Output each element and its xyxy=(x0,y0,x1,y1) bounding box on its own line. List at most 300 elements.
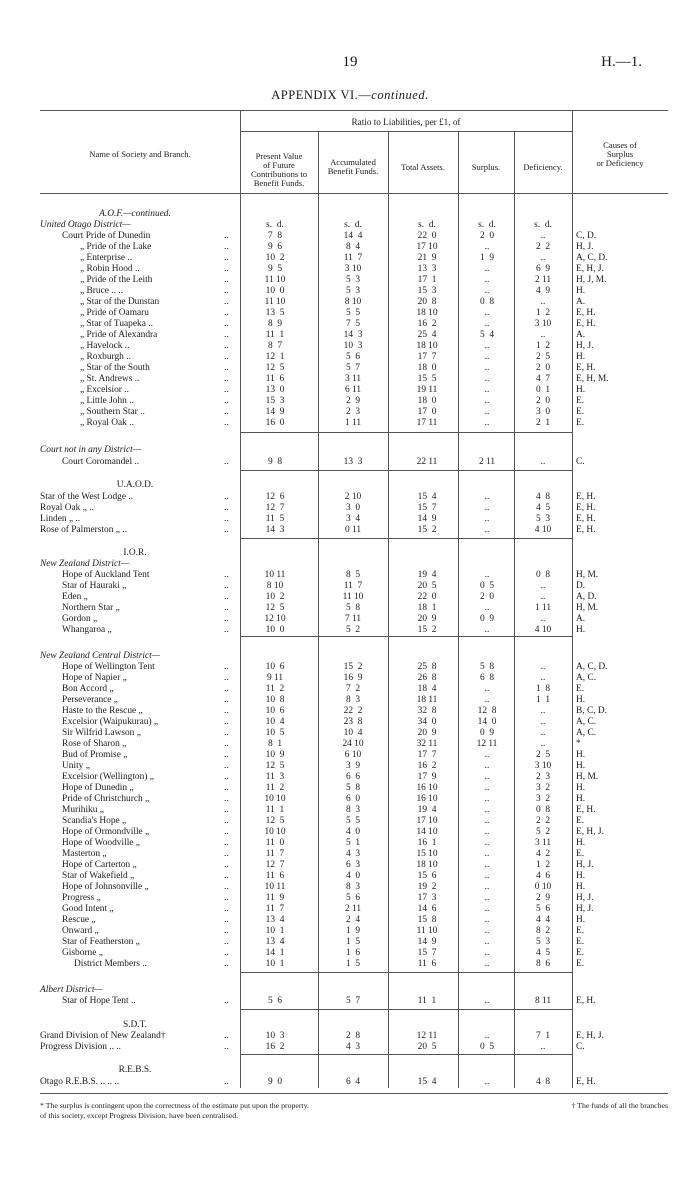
value-accumulated: 5 7 xyxy=(345,996,361,1006)
value-total-assets: 17 10 xyxy=(416,816,438,826)
row-leader-dots: .. xyxy=(224,728,229,738)
value-present: 11 10 xyxy=(264,297,286,307)
row-name: Star of Featherston „ xyxy=(62,937,140,947)
value-deficiency: 1 11 xyxy=(534,603,552,613)
value-causes: H, M. xyxy=(576,772,599,782)
value-accumulated: 2 4 xyxy=(345,915,361,925)
value-surplus: .. xyxy=(484,603,490,613)
value-present: 8 10 xyxy=(266,581,284,591)
table-row xyxy=(0,524,700,536)
value-accumulated: 8 5 xyxy=(345,570,361,580)
value-deficiency: 0 8 xyxy=(535,570,551,580)
value-deficiency: 5 2 xyxy=(535,827,551,837)
value-accumulated: 5 6 xyxy=(345,352,361,362)
value-deficiency: 5 3 xyxy=(535,514,551,524)
value-causes: H. xyxy=(576,761,586,771)
table-row xyxy=(0,624,700,636)
value-present: 15 3 xyxy=(265,396,285,406)
value-present: 10 11 xyxy=(264,882,286,892)
row-name: Bud of Promise „ xyxy=(62,750,128,760)
value-present: 10 11 xyxy=(264,570,286,580)
row-leader-dots: .. xyxy=(224,717,229,727)
value-accumulated: 6 0 xyxy=(345,794,361,804)
header-cs-line: Causes of xyxy=(603,140,637,150)
value-causes: E, H. xyxy=(576,805,596,815)
value-deficiency: 4 10 xyxy=(534,525,552,535)
value-deficiency: 0 1 xyxy=(535,385,551,395)
row-leader-dots: .. xyxy=(224,231,229,241)
value-causes: A. xyxy=(576,297,586,307)
value-accumulated: 7 11 xyxy=(344,614,362,624)
row-leader-dots: .. xyxy=(224,275,229,285)
value-total-assets: 11 1 xyxy=(417,996,437,1006)
value-total-assets: 18 10 xyxy=(416,860,438,870)
appendix-title-main: APPENDIX VI.— xyxy=(271,88,372,102)
value-accumulated: 5 6 xyxy=(345,893,361,903)
appendix-title-cont: continued. xyxy=(371,88,429,102)
row-name: „ Enterprise .. xyxy=(80,253,133,263)
header-pv-line: Present Value xyxy=(255,151,303,161)
value-present: 12 7 xyxy=(265,503,285,513)
value-deficiency: .. xyxy=(540,592,546,602)
row-leader-dots: .. xyxy=(224,684,229,694)
value-surplus: .. xyxy=(484,849,490,859)
value-accumulated: 6 11 xyxy=(344,385,362,395)
value-deficiency: .. xyxy=(540,231,546,241)
value-surplus: .. xyxy=(484,838,490,848)
row-name: Hope of Wellington Tent xyxy=(62,662,155,672)
value-causes: H, J. xyxy=(576,904,594,914)
value-deficiency: 1 2 xyxy=(535,860,551,870)
group-rule xyxy=(240,470,572,471)
row-name: „ Royal Oak .. xyxy=(80,418,134,428)
value-deficiency: 2 5 xyxy=(535,750,551,760)
value-causes: H, M. xyxy=(576,570,599,580)
value-present: 9 0 xyxy=(267,1077,283,1087)
value-deficiency: .. xyxy=(540,717,546,727)
value-causes: E. xyxy=(576,816,585,826)
value-accumulated: 1 5 xyxy=(345,937,361,947)
value-causes: E, H. xyxy=(576,514,596,524)
value-present: 9 11 xyxy=(266,673,284,683)
value-total-assets: 17 1 xyxy=(417,275,437,285)
value-total-assets: 15 10 xyxy=(416,849,438,859)
row-name: „ Star of the Dunstan xyxy=(80,297,160,307)
value-accumulated: 15 2 xyxy=(343,662,363,672)
value-surplus: .. xyxy=(484,882,490,892)
value-present: 16 0 xyxy=(265,418,285,428)
row-leader-dots: .. xyxy=(224,750,229,760)
row-name: I.O.R. xyxy=(123,548,147,558)
value-causes: A, C. xyxy=(576,673,597,683)
value-total-assets: 20 9 xyxy=(417,728,437,738)
value-causes: A, C. xyxy=(576,728,597,738)
value-present: 10 9 xyxy=(265,750,285,760)
value-surplus: .. xyxy=(484,783,490,793)
value-accumulated: 5 5 xyxy=(345,816,361,826)
row-name: „ Southern Star .. xyxy=(80,407,145,417)
value-causes: A, C, D. xyxy=(576,662,608,672)
value-total-assets: s. d. xyxy=(418,220,436,230)
value-surplus: .. xyxy=(484,996,490,1006)
value-total-assets: 18 11 xyxy=(416,695,438,705)
row-leader-dots: .. xyxy=(224,330,229,340)
row-leader-dots: .. xyxy=(224,614,229,624)
value-surplus: 2 0 xyxy=(479,231,495,241)
row-leader-dots: .. xyxy=(224,1042,229,1052)
value-causes: A, C. xyxy=(576,717,597,727)
value-present: 14 3 xyxy=(265,525,285,535)
value-deficiency: 4 6 xyxy=(535,871,551,881)
value-accumulated: 10 4 xyxy=(343,728,363,738)
value-deficiency: 3 2 xyxy=(535,783,551,793)
row-leader-dots: .. xyxy=(224,603,229,613)
value-deficiency: 4 7 xyxy=(535,374,551,384)
value-total-assets: 18 4 xyxy=(417,684,437,694)
value-accumulated: 3 11 xyxy=(344,374,362,384)
value-total-assets: 17 7 xyxy=(417,750,437,760)
row-name: Linden „ .. xyxy=(40,514,81,524)
value-total-assets: 14 10 xyxy=(416,827,438,837)
row-name: „ Pride of Alexandra xyxy=(80,330,158,340)
value-causes: E, H. xyxy=(576,1077,596,1087)
value-causes: H. xyxy=(576,750,586,760)
value-deficiency: .. xyxy=(540,614,546,624)
value-present: 12 1 xyxy=(265,352,285,362)
value-total-assets: 15 6 xyxy=(417,871,437,881)
row-leader-dots: .. xyxy=(224,396,229,406)
row-leader-dots: .. xyxy=(224,363,229,373)
value-present: 9 5 xyxy=(267,264,283,274)
value-present: 12 5 xyxy=(265,816,285,826)
value-accumulated: 5 5 xyxy=(345,308,361,318)
row-name: Hope of Napier „ xyxy=(62,673,127,683)
value-deficiency: 4 8 xyxy=(535,492,551,502)
value-total-assets: 18 10 xyxy=(416,308,438,318)
value-causes: C, D. xyxy=(576,231,597,241)
row-leader-dots: .. xyxy=(224,503,229,513)
value-deficiency: .. xyxy=(540,673,546,683)
value-deficiency: .. xyxy=(540,728,546,738)
value-deficiency: 4 5 xyxy=(535,503,551,513)
value-surplus: .. xyxy=(484,286,490,296)
header-accumulated xyxy=(318,158,388,176)
value-deficiency: 3 10 xyxy=(534,761,552,771)
header-ab-line: Benefit Funds. xyxy=(327,166,379,176)
value-surplus: .. xyxy=(484,816,490,826)
value-deficiency: 2 3 xyxy=(535,772,551,782)
row-name: Star of Hauraki „ xyxy=(62,581,127,591)
value-total-assets: 14 6 xyxy=(417,904,437,914)
value-causes: A. xyxy=(576,614,586,624)
value-total-assets: 16 2 xyxy=(417,319,437,329)
value-accumulated: 5 7 xyxy=(345,363,361,373)
value-surplus: .. xyxy=(484,275,490,285)
value-accumulated: 5 8 xyxy=(345,783,361,793)
value-present: 10 6 xyxy=(265,706,285,716)
value-surplus: .. xyxy=(484,242,490,252)
row-name: Star of Hope Tent .. xyxy=(62,996,136,1006)
value-total-assets: 16 1 xyxy=(417,838,437,848)
value-total-assets: 16 10 xyxy=(416,783,438,793)
value-causes: H, M. xyxy=(576,603,599,613)
value-surplus: .. xyxy=(484,418,490,428)
value-surplus: 12 11 xyxy=(476,739,498,749)
value-accumulated: 22 2 xyxy=(343,706,363,716)
row-name: „ Roxburgh .. xyxy=(80,352,131,362)
value-total-assets: 15 4 xyxy=(417,492,437,502)
value-accumulated: 0 11 xyxy=(344,525,362,535)
value-causes: H. xyxy=(576,882,586,892)
table-row xyxy=(0,444,700,456)
value-surplus: .. xyxy=(484,570,490,580)
value-causes: E. xyxy=(576,926,585,936)
value-causes: H. xyxy=(576,695,586,705)
value-accumulated: 4 0 xyxy=(345,827,361,837)
row-name: Onward „ xyxy=(62,926,99,936)
value-surplus: 2 0 xyxy=(479,592,495,602)
value-accumulated: 4 0 xyxy=(345,871,361,881)
value-total-assets: 32 11 xyxy=(416,739,438,749)
value-causes: E, H. xyxy=(576,525,596,535)
value-accumulated: 8 10 xyxy=(344,297,362,307)
value-total-assets: 14 9 xyxy=(417,514,437,524)
value-accumulated: 23 8 xyxy=(343,717,363,727)
row-name: „ Pride of the Lake xyxy=(80,242,152,252)
value-deficiency: .. xyxy=(540,706,546,716)
value-surplus: 0 9 xyxy=(479,728,495,738)
value-present: 11 7 xyxy=(265,904,285,914)
value-causes: H. xyxy=(576,385,586,395)
group-rule xyxy=(240,636,572,637)
value-surplus: .. xyxy=(484,1031,490,1041)
value-total-assets: 15 2 xyxy=(417,625,437,635)
row-name: New Zealand District— xyxy=(40,559,130,569)
value-present: 10 10 xyxy=(264,827,286,837)
value-deficiency: .. xyxy=(540,662,546,672)
row-name: „ Excelsior .. xyxy=(80,385,129,395)
row-name: Hope of Carterton „ xyxy=(62,860,137,870)
page-number: 19 xyxy=(342,54,358,70)
value-surplus: .. xyxy=(484,625,490,635)
footnote-star-2: of this society, except Progress Division, have been centralised. xyxy=(40,1111,239,1120)
row-name: R.E.B.S. xyxy=(118,1065,152,1075)
value-total-assets: 20 9 xyxy=(417,614,437,624)
group-rule xyxy=(240,432,572,433)
row-leader-dots: .. xyxy=(224,457,229,467)
table-row xyxy=(0,1064,700,1076)
value-accumulated: 3 10 xyxy=(344,264,362,274)
value-accumulated: 5 8 xyxy=(345,603,361,613)
value-deficiency: 2 2 xyxy=(535,816,551,826)
value-deficiency: 6 9 xyxy=(535,264,551,274)
value-total-assets: 19 4 xyxy=(417,570,437,580)
header-pv-line: Benefit Funds. xyxy=(253,178,305,188)
value-total-assets: 17 3 xyxy=(417,893,437,903)
value-accumulated: 3 9 xyxy=(345,761,361,771)
value-surplus: .. xyxy=(484,871,490,881)
value-accumulated: 2 11 xyxy=(344,904,362,914)
value-present: 13 5 xyxy=(265,308,285,318)
value-causes: E, H, J. xyxy=(576,264,604,274)
value-present: 10 6 xyxy=(265,662,285,672)
value-total-assets: 14 9 xyxy=(417,937,437,947)
value-causes: H. xyxy=(576,625,586,635)
value-surplus: s. d. xyxy=(478,220,496,230)
group-rule xyxy=(240,1054,572,1055)
value-surplus: .. xyxy=(484,860,490,870)
row-leader-dots: .. xyxy=(224,761,229,771)
row-name: „ Havelock .. xyxy=(80,341,130,351)
row-leader-dots: .. xyxy=(224,352,229,362)
value-present: 10 1 xyxy=(265,959,285,969)
row-leader-dots: .. xyxy=(224,662,229,672)
value-deficiency: 1 8 xyxy=(535,684,551,694)
row-name: Whangaroa „ xyxy=(62,625,112,635)
value-present: 14 1 xyxy=(265,948,285,958)
value-causes: H. xyxy=(576,838,586,848)
value-present: 8 1 xyxy=(267,739,283,749)
row-name: Haste to the Rescue „ xyxy=(62,706,143,716)
value-accumulated: 8 3 xyxy=(345,805,361,815)
value-causes: B, C, D. xyxy=(576,706,607,716)
value-surplus: .. xyxy=(484,750,490,760)
row-name: Albert District— xyxy=(40,985,103,995)
header-name: Name of Society and Branch. xyxy=(89,149,191,159)
value-causes: E. xyxy=(576,396,585,406)
header-deficiency: Deficiency. xyxy=(523,162,563,172)
value-surplus: 6 8 xyxy=(479,673,495,683)
value-present: 10 0 xyxy=(265,286,285,296)
value-accumulated: 11 7 xyxy=(343,581,363,591)
value-present: 11 2 xyxy=(265,783,285,793)
row-leader-dots: .. xyxy=(224,871,229,881)
value-surplus: .. xyxy=(484,396,490,406)
value-present: 11 7 xyxy=(265,849,285,859)
row-leader-dots: .. xyxy=(224,706,229,716)
value-causes: E, H. xyxy=(576,319,596,329)
value-total-assets: 17 11 xyxy=(416,418,438,428)
row-leader-dots: .. xyxy=(224,904,229,914)
value-causes: C. xyxy=(576,457,585,467)
value-total-assets: 22 11 xyxy=(416,457,438,467)
value-present: 11 0 xyxy=(265,838,285,848)
value-causes: H. xyxy=(576,915,586,925)
value-surplus: 1 9 xyxy=(479,253,495,263)
value-present: 11 6 xyxy=(265,374,285,384)
group-rule xyxy=(240,538,572,539)
row-name: „ Robin Hood .. xyxy=(80,264,140,274)
value-causes: H. xyxy=(576,794,586,804)
value-total-assets: 13 3 xyxy=(417,264,437,274)
value-deficiency: 8 6 xyxy=(535,959,551,969)
value-causes: E, H, J. xyxy=(576,827,604,837)
row-name: Excelsior (Waipukurau) „ xyxy=(62,717,159,727)
row-name: Progress Division .. .. xyxy=(40,1042,121,1052)
row-name: Hope of Woodville „ xyxy=(62,838,140,848)
value-accumulated: 2 9 xyxy=(345,396,361,406)
value-accumulated: 24 10 xyxy=(342,739,364,749)
row-name: A.O.F.—continued. xyxy=(99,209,171,219)
value-present: 11 3 xyxy=(265,772,285,782)
value-causes: A. xyxy=(576,330,586,340)
row-leader-dots: .. xyxy=(224,827,229,837)
value-present: 11 9 xyxy=(265,893,285,903)
value-deficiency: 3 2 xyxy=(535,794,551,804)
value-accumulated: 14 4 xyxy=(343,231,363,241)
value-total-assets: 15 7 xyxy=(417,948,437,958)
header-surplus: Surplus. xyxy=(471,162,501,172)
value-surplus: .. xyxy=(484,385,490,395)
value-present: 12 5 xyxy=(265,603,285,613)
value-deficiency: 4 9 xyxy=(535,286,551,296)
value-present: 13 0 xyxy=(265,385,285,395)
value-total-assets: 34 0 xyxy=(417,717,437,727)
value-total-assets: 16 2 xyxy=(417,761,437,771)
row-name: Hope of Auckland Tent xyxy=(62,570,150,580)
value-accumulated: 3 4 xyxy=(345,514,361,524)
row-leader-dots: .. xyxy=(224,253,229,263)
row-leader-dots: .. xyxy=(224,882,229,892)
row-leader-dots: .. xyxy=(224,695,229,705)
value-accumulated: 2 10 xyxy=(344,492,362,502)
row-name: Excelsior (Wellington) „ xyxy=(62,772,154,782)
value-total-assets: 15 3 xyxy=(417,286,437,296)
value-surplus: .. xyxy=(484,319,490,329)
row-leader-dots: .. xyxy=(224,860,229,870)
value-total-assets: 22 0 xyxy=(417,592,437,602)
value-present: 12 5 xyxy=(265,363,285,373)
value-accumulated: 5 2 xyxy=(345,625,361,635)
row-name: Hope of Ormondville „ xyxy=(62,827,150,837)
value-causes: H, J. xyxy=(576,893,594,903)
row-leader-dots: .. xyxy=(224,308,229,318)
value-accumulated: 11 7 xyxy=(343,253,363,263)
value-accumulated: 6 3 xyxy=(345,860,361,870)
value-present: 11 1 xyxy=(265,330,285,340)
value-accumulated: 4 3 xyxy=(345,849,361,859)
value-causes: C. xyxy=(576,1042,585,1052)
row-leader-dots: .. xyxy=(224,959,229,969)
value-total-assets: 18 0 xyxy=(417,363,437,373)
row-name: Hope of Johnsonville „ xyxy=(62,882,149,892)
row-name: Otago R.E.B.S. .. .. .. xyxy=(40,1077,120,1087)
value-deficiency: 3 10 xyxy=(534,319,552,329)
value-total-assets: 15 5 xyxy=(417,374,437,384)
value-present: 10 3 xyxy=(265,1031,285,1041)
value-total-assets: 17 10 xyxy=(416,242,438,252)
value-surplus: .. xyxy=(484,407,490,417)
value-surplus: 0 8 xyxy=(479,297,495,307)
value-accumulated: 6 6 xyxy=(345,772,361,782)
row-name: U.A.O.D. xyxy=(116,480,154,490)
row-leader-dots: .. xyxy=(224,915,229,925)
row-name: Grand Division of New Zealand† xyxy=(40,1031,166,1041)
value-surplus: 14 0 xyxy=(477,717,497,727)
row-leader-dots: .. xyxy=(224,849,229,859)
row-leader-dots: .. xyxy=(224,1077,229,1087)
group-rule xyxy=(240,1009,572,1010)
value-deficiency: 4 10 xyxy=(534,625,552,635)
header-ab-line: Accumulated xyxy=(330,157,376,167)
value-causes: H. xyxy=(576,783,586,793)
value-deficiency: .. xyxy=(540,253,546,263)
value-accumulated: 5 3 xyxy=(345,275,361,285)
value-total-assets: 17 7 xyxy=(417,352,437,362)
value-causes: H. xyxy=(576,871,586,881)
value-surplus: .. xyxy=(484,492,490,502)
value-deficiency: 2 1 xyxy=(535,418,551,428)
